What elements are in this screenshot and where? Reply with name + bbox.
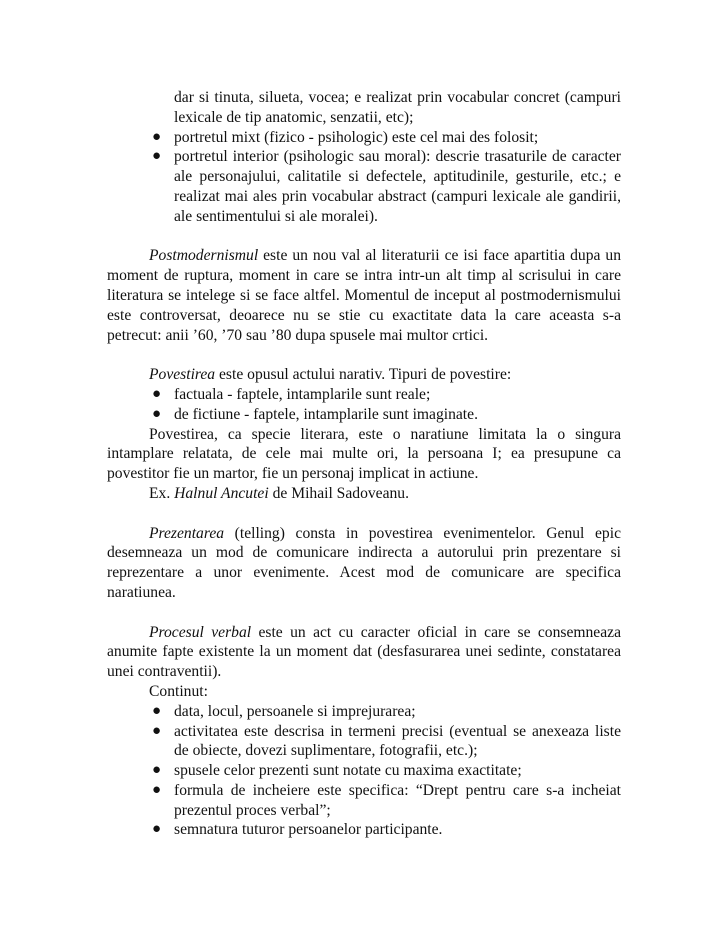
content-label: Continut: xyxy=(149,682,208,700)
prezentarea-paragraph: Prezentarea (telling) consta in povestirea evenimentelor. Genul epic desemneaza un mod de comunicare indirecta a autorului prin prezentare si reprezentare a unor evenimente. Acest mod de comunicare are specifica naratiunea. xyxy=(107,524,621,601)
list-item: ● de fictiune - faptele, intamplarile sunt imaginate. xyxy=(152,405,478,423)
list-item: ● data, locul, persoanele si imprejurarea; xyxy=(152,702,416,720)
povestire-types-list xyxy=(107,385,621,425)
list-item: ● semnatura tuturor persoanelor participante. xyxy=(152,821,443,839)
bullet-icon: ● xyxy=(152,821,162,838)
term-proces-verbal: Procesul verbal xyxy=(149,623,252,641)
bullet-icon: ● xyxy=(152,722,162,739)
bullet-icon: ● xyxy=(152,385,162,402)
bullet-icon: ● xyxy=(152,128,162,145)
document-page xyxy=(107,88,621,840)
bullet-icon: ● xyxy=(152,148,162,165)
povestirea-definition: Povestirea, ca specie literara, este o naratiune limitata la o singura intamplare relatata, de cele mai multe ori, la persoana I; ea presupune ca povestitor fie un martor, fie un personaj implicat in actiune. xyxy=(107,425,621,483)
povestirea-paragraph: Povestirea este opusul actului narativ. Tipuri de povestire: xyxy=(149,366,512,384)
list-item: ● factuala - faptele, intamplarile sunt reale; xyxy=(152,385,431,403)
bullet-icon: ● xyxy=(152,702,162,719)
term-prezentarea: Prezentarea xyxy=(149,524,225,542)
term-postmodernism: Postmodernismul xyxy=(149,247,259,265)
bullet-icon: ● xyxy=(152,405,162,422)
list-item: ● formula de incheiere este specifica: “Drept pentru care s-a incheiat prezentul proces verbal”; xyxy=(152,781,621,819)
proces-verbal-paragraph: Procesul verbal este un act cu caracter oficial in care se consemneaza anumite fapte existente la un moment dat (desfasurarea unei sedinte, constatarea unei contraventii). xyxy=(107,623,621,681)
example-title: Halnul Ancutei xyxy=(174,484,269,502)
postmodernism-paragraph: Postmodernismul este un nou val al literaturii ce isi face apartitia dupa un moment de ruptura, moment in care se intra intr-un alt timp al scrisului in care literatura se intelege si se face altfel. Momentul de inceput al postmodernismului este controversat, deoarece nu se stie cu exactitate data la care aceasta s-a petrecut: anii ’60, ’70 sau ’80 dupa spusele mai multor crtici. xyxy=(107,247,621,344)
list-item: ● portretul interior (psihologic sau moral): descrie trasaturile de caracter ale personajului, calitatile si defectele, aptitudinile, gesturile, etc.; e realizat mai ales prin vocabular abstract (campuri lexicale ale gandirii, ale sentimentului si ale moralei). xyxy=(152,148,621,225)
bullet-icon: ● xyxy=(152,781,162,798)
list-continuation: dar si tinuta, silueta, vocea; e realizat prin vocabular concret (campuri lexicale de tip anatomic, senzatii, etc); xyxy=(174,89,621,126)
bullet-icon: ● xyxy=(152,762,162,779)
povestirea-example: Ex. Halnul Ancutei de Mihail Sadoveanu. xyxy=(149,484,410,502)
proces-verbal-list xyxy=(107,702,621,841)
portrait-list xyxy=(107,128,621,227)
list-item: ● spusele celor prezenti sunt notate cu maxima exactitate; xyxy=(152,762,522,780)
term-povestirea: Povestirea xyxy=(149,366,216,384)
list-item: ● portretul mixt (fizico - psihologic) este cel mai des folosit; xyxy=(152,128,539,146)
list-item: ● activitatea este descrisa in termeni precisi (eventual se anexeaza liste de obiecte, dovezi suplimentare, fotografii, etc.); xyxy=(152,722,621,760)
